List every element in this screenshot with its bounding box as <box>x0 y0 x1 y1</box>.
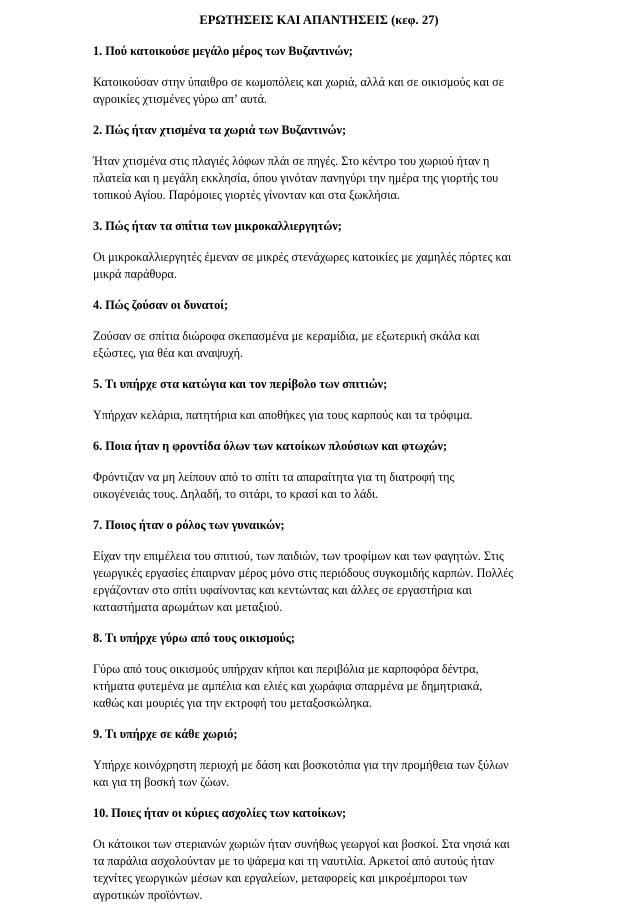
qa-item <box>93 438 638 503</box>
answer-line: καθώς και μουριές για την εκτροφή του μεταξοσκώληκα. <box>93 696 372 710</box>
question-heading: 6. Ποια ήταν η φροντίδα όλων των κατοίκων πλούσιων και φτωχών; <box>93 439 448 453</box>
answer-line: τεχνίτες γεωργικών μέσων και εργαλείων, μεταφορείς και μικροέμποροι των <box>93 871 468 885</box>
qa-item <box>93 297 638 362</box>
answer-line: αγροτικών προϊόντων. <box>93 888 203 902</box>
question-heading: 10. Ποιες ήταν οι κύριες ασχολίες των κατοίκων; <box>93 806 347 820</box>
qa-item <box>93 218 638 283</box>
document-title: ΕΡΩΤΗΣΕΙΣ ΚΑΙ ΑΠΑΝΤΗΣΕΙΣ (κεφ. 27) <box>199 13 439 27</box>
answer-paragraph <box>93 469 638 503</box>
answer-line: τα παράλια ασχολούνταν με το ψάρεμα και τη ναυτιλία. Αρκετοί από αυτούς ήταν <box>93 854 495 868</box>
answer-line: και για τη βοσκή των ζώων. <box>93 775 230 789</box>
answer-line: Οι μικροκαλλιεργητές έμεναν σε μικρές στενάχωρες κατοικίες με χαμηλές πόρτες και <box>93 250 512 264</box>
answer-line: πλατεία και η μεγάλη εκκλησία, όπου γινόταν πανηγύρι την ημέρα της γιορτής του <box>93 171 499 185</box>
answer-line: Υπήρχαν κελάρια, πατητήρια και αποθήκες για τους καρπούς και τα τρόφιμα. <box>93 408 473 422</box>
answer-line: Υπήρχε κοινόχρηστη περιοχή με δάση και βοσκοτόπια για την προμήθεια των ξύλων <box>93 758 509 772</box>
answer-paragraph <box>93 836 638 904</box>
question-heading: 9. Τι υπήρχε σε κάθε χωριό; <box>93 727 238 741</box>
answer-line: εξώστες, για θέα και αναψυχή. <box>93 346 244 360</box>
qa-item <box>93 517 638 616</box>
answer-line: μικρά παράθυρα. <box>93 267 177 281</box>
answer-line: Γύρω από τους οικισμούς υπήρχαν κήποι και περιβόλια με καρποφόρα δέντρα, <box>93 662 479 676</box>
answer-line: οικογένειάς τους. Δηλαδή, το σιτάρι, το κρασί και το λάδι. <box>93 487 379 501</box>
answer-line: κτήματα φυτεμένα με αμπέλια και ελιές και χωράφια σπαρμένα με δημητριακά, <box>93 679 483 693</box>
answer-paragraph <box>93 661 638 712</box>
qa-item <box>93 122 638 204</box>
answer-line: καταστήματα αρωμάτων και μεταξιού. <box>93 600 283 614</box>
answer-paragraph <box>93 757 638 791</box>
qa-item <box>93 43 638 108</box>
answer-line: Φρόντιζαν να μη λείπουν από το σπίτι τα απαραίτητα για τη διατροφή της <box>93 470 455 484</box>
question-heading: 7. Ποιος ήταν ο ρόλος των γυναικών; <box>93 518 285 532</box>
answer-line: τοπικού Αγίου. Παρόμοιες γιορτές γίνονταν και στα ξωκλήσια. <box>93 188 400 202</box>
question-heading: 4. Πώς ζούσαν οι δυνατοί; <box>93 298 229 312</box>
qa-list <box>93 43 638 904</box>
answer-line: εργάζονταν στο σπίτι υφαίνοντας και κεντώντας και άλλες σε εργαστήρια και <box>93 583 472 597</box>
question-heading: 3. Πώς ήταν τα σπίτια των μικροκαλλιεργητών; <box>93 219 342 233</box>
answer-line: Κατοικούσαν στην ύπαιθρο σε κωμοπόλεις και χωριά, αλλά και σε οικισμούς και σε <box>93 75 504 89</box>
answer-line: γεωργικές εργασίες έπαιρναν μέρος μόνο στις περιόδους συγκομιδής καρπών. Πολλές <box>93 566 514 580</box>
question-heading: 2. Πώς ήταν χτισμένα τα χωριά των Βυζαντινών; <box>93 123 347 137</box>
answer-paragraph <box>93 328 638 362</box>
answer-paragraph <box>93 153 638 204</box>
qa-item <box>93 805 638 904</box>
qa-item <box>93 376 638 424</box>
answer-line: Είχαν την επιμέλεια του σπιτιού, των παιδιών, των τροφίμων και των φαγητών. Στις <box>93 549 504 563</box>
qa-item <box>93 726 638 791</box>
answer-paragraph <box>93 407 638 424</box>
qa-item <box>93 630 638 712</box>
answer-line: Οι κάτοικοι των στεριανών χωριών ήταν συνήθως γεωργοί και βοσκοί. Στα νησιά και <box>93 837 510 851</box>
answer-paragraph <box>93 249 638 283</box>
answer-paragraph <box>93 548 638 616</box>
answer-line: αγροικίες χτισμένες γύρω απ’ αυτά. <box>93 92 268 106</box>
question-heading: 5. Τι υπήρχε στα κατώγια και τον περίβολο των σπιτιών; <box>93 377 388 391</box>
question-heading: 8. Τι υπήρχε γύρω από τους οικισμούς; <box>93 631 295 645</box>
answer-line: Ζούσαν σε σπίτια διώροφα σκεπασμένα με κεραμίδια, με εξωτερική σκάλα και <box>93 329 480 343</box>
answer-paragraph <box>93 74 638 108</box>
question-heading: 1. Πού κατοικούσε μεγάλο μέρος των Βυζαντινών; <box>93 44 353 58</box>
answer-line: Ήταν χτισμένα στις πλαγιές λόφων πλάι σε πηγές. Στο κέντρο του χωριού ήταν η <box>93 154 490 168</box>
